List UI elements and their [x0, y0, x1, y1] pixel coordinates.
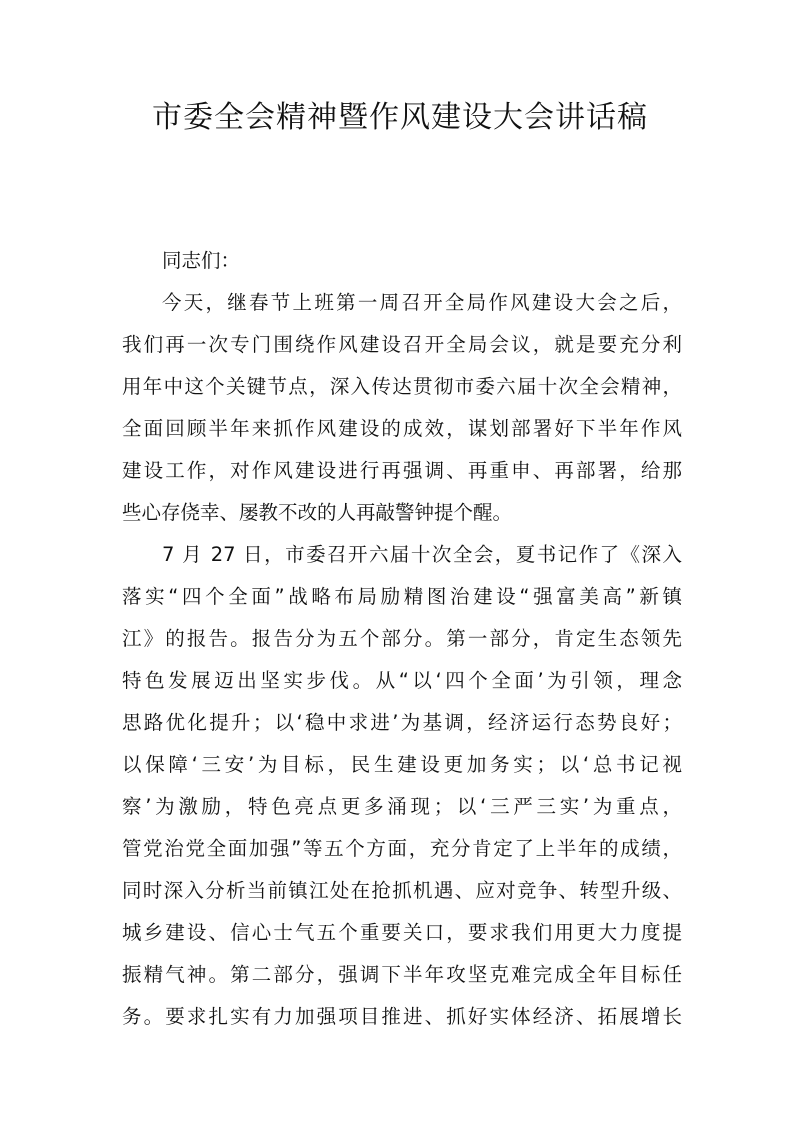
paragraph-2-line-10: 城乡建设、信心士气五个重要关口，要求我们用更大力度提 — [122, 921, 682, 944]
paragraph-2-line-2: 落实“四个全面”战略布局励精图治建设“强富美高”新镇 — [122, 585, 682, 608]
paragraph-2-line-11: 振精气神。第二部分，强调下半年攻坚克难完成全年目标任 — [122, 963, 682, 986]
paragraph-1-line-2: 我们再一次专门围绕作风建设召开全局会议，就是要充分利 — [122, 333, 682, 356]
document-body — [122, 240, 682, 1038]
paragraph-1-line-3: 用年中这个关键节点，深入传达贯彻市委六届十次全会精神， — [122, 375, 682, 398]
paragraph-1-line-4: 全面回顾半年来抓作风建设的成效，谋划部署好下半年作风 — [122, 417, 682, 440]
document-title: 市委全会精神暨作风建设大会讲话稿 — [152, 100, 648, 135]
paragraph-2-line-12: 务。要求扎实有力加强项目推进、抓好实体经济、拓展增长 — [122, 1005, 682, 1028]
paragraph-2-line-4: 特色发展迈出坚实步伐。从“以‘四个全面’为引领，理念 — [122, 669, 682, 692]
paragraph-2-line-7: 察’为激励，特色亮点更多涌现；以‘三严三实’为重点， — [122, 795, 682, 818]
paragraph-2-line-3: 江》的报告。报告分为五个部分。第一部分，肯定生态领先 — [122, 627, 682, 650]
paragraph-1-line-1: 今天，继春节上班第一周召开全局作风建设大会之后， — [162, 291, 682, 314]
paragraph-2-line-1: 7 月 27 日，市委召开六届十次全会，夏书记作了《深入 — [162, 543, 682, 566]
paragraph-2-line-8: 管党治党全面加强”等五个方面，充分肯定了上半年的成绩， — [122, 837, 682, 860]
paragraph-1-line-5: 建设工作，对作风建设进行再强调、再重申、再部署，给那 — [122, 459, 682, 482]
paragraph-2-line-6: 以保障‘三安’为目标，民生建设更加务实；以‘总书记视 — [122, 753, 682, 776]
paragraph-2-line-5: 思路优化提升；以‘稳中求进’为基调，经济运行态势良好； — [122, 711, 682, 734]
paragraph-2-line-9: 同时深入分析当前镇江处在抢抓机遇、应对竞争、转型升级、 — [122, 879, 682, 902]
paragraph-1-line-6: 些心存侥幸、屡教不改的人再敲警钟提个醒。 — [122, 501, 513, 524]
salutation-line: 同志们： — [162, 249, 241, 272]
